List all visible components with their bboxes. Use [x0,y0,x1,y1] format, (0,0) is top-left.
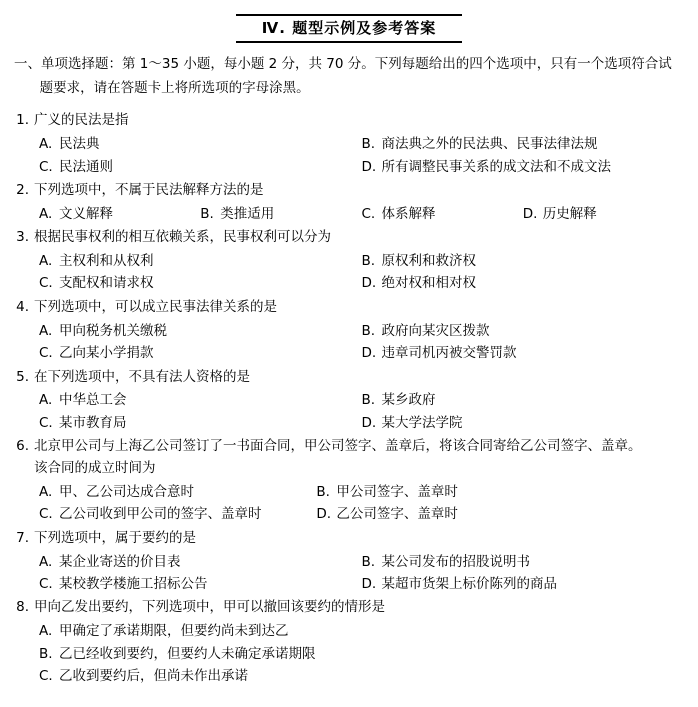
option-row [39,551,684,573]
option-text: 甲确定了承诺期限，但要约尚未到达乙 [59,623,289,640]
option-c[interactable] [362,203,523,225]
option-row [39,133,684,155]
question-number: 3. [16,229,29,246]
question-text: 在下列选项中，不具有法人资格的是 [34,368,250,385]
option-label: B. [361,253,376,270]
option-text: 商法典之外的民法典、民事法律法规 [381,136,598,153]
option-label: C. [39,414,53,431]
question-4 [14,297,684,365]
option-d[interactable] [362,412,685,434]
option-d[interactable] [362,156,685,178]
section-intro-line2: 题要求，请在答题卡上将所选项的字母涂黑。 [39,79,310,96]
option-text: 民法典 [59,136,100,153]
option-text: 乙向某小学捐款 [59,345,154,362]
option-label: B. [361,553,376,570]
option-label: A. [39,253,53,270]
option-row [39,503,684,525]
question-stem [14,367,684,389]
option-label: A. [39,205,53,222]
option-text: 政府向某灾区拨款 [381,322,490,339]
option-c[interactable] [39,342,362,364]
option-d[interactable] [362,342,685,364]
option-c[interactable] [39,412,362,434]
option-label: A. [39,322,53,339]
option-row [39,272,684,294]
option-row [39,643,684,665]
option-c[interactable] [39,272,362,294]
option-row [39,342,684,364]
option-label: D. [361,158,377,175]
option-c[interactable] [39,573,362,595]
question-text: 下列选项中，可以成立民事法律关系的是 [34,298,277,315]
option-a[interactable] [39,203,200,225]
option-a[interactable] [39,389,362,411]
page-title: Ⅳ. 题型示例及参考答案 [236,14,462,43]
option-text: 某乡政府 [381,392,436,409]
question-stem [14,597,684,619]
question-text-line2: 该合同的成立时间为 [34,460,156,477]
option-a[interactable] [39,551,362,573]
question-text: 甲向乙发出要约，下列选项中，甲可以撤回该要约的情形是 [34,599,385,616]
question-2 [14,180,684,225]
option-b[interactable] [362,389,685,411]
option-label: B. [361,322,376,339]
option-label: C. [39,576,53,592]
option-list [39,320,684,365]
question-stem [14,110,684,132]
option-label: B. [39,645,53,662]
option-text: 民法通则 [59,158,113,175]
question-stem [14,227,684,249]
option-c[interactable] [39,156,362,178]
option-text: 某大学法学院 [381,414,463,431]
question-number: 5. [16,368,29,385]
question-8 [14,597,684,687]
option-d[interactable] [316,503,684,525]
option-c[interactable] [39,665,684,687]
option-list [39,203,684,225]
option-list [39,133,684,178]
option-label: D. [361,414,377,431]
option-row [39,665,684,687]
option-row [39,620,684,642]
option-label: C. [39,275,53,292]
option-label: A. [39,392,53,409]
option-d[interactable] [362,573,685,595]
option-label: A. [39,136,53,153]
question-stem [14,436,684,480]
option-text: 类推适用 [220,205,275,222]
option-text: 体系解释 [381,205,436,222]
option-list [39,389,684,434]
option-b[interactable] [200,203,361,225]
option-text: 乙公司签字、盖章时 [336,506,458,523]
option-label: C. [39,668,53,685]
question-text [34,436,684,480]
question-number: 2. [16,181,29,198]
option-text: 某校教学楼施工招标公告 [59,576,208,592]
option-a[interactable] [39,320,362,342]
option-a[interactable] [39,481,316,503]
option-a[interactable] [39,250,362,272]
option-label: C. [361,205,376,222]
option-b[interactable] [362,250,685,272]
option-row [39,320,684,342]
question-7 [14,528,684,596]
option-text: 某市教育局 [59,414,127,431]
option-text: 甲公司签字、盖章时 [336,483,458,500]
option-row [39,481,684,503]
question-number: 6. [16,438,29,455]
question-5 [14,367,684,435]
section-intro [14,53,684,100]
page-title-container [14,14,684,43]
option-label: A. [39,553,53,570]
option-label: B. [361,392,376,409]
option-a[interactable] [39,620,684,642]
option-row [39,156,684,178]
option-text: 所有调整民事关系的成文法和不成文法 [381,158,611,175]
question-stem [14,528,684,550]
option-label: B. [200,205,214,222]
option-label: A. [39,623,53,640]
question-1 [14,110,684,178]
question-number: 8. [16,599,29,616]
option-text: 甲、乙公司达成合意时 [59,483,194,500]
option-label: D. [361,275,377,292]
option-label: D. [522,205,538,222]
option-text: 乙已经收到要约，但要约人未确定承诺期限 [59,645,316,662]
option-d[interactable] [362,272,685,294]
option-text: 某企业寄送的价目表 [59,553,181,570]
option-text: 绝对权和相对权 [381,275,476,292]
option-text: 甲向税务机关缴税 [59,322,167,339]
question-number: 4. [16,298,29,315]
option-text: 乙公司收到甲公司的签字、盖章时 [59,506,262,523]
option-list [39,551,684,596]
option-label: B. [316,483,330,500]
question-text: 广义的民法是指 [34,112,129,129]
option-text: 某公司发布的招股说明书 [381,553,530,570]
option-b[interactable] [362,133,685,155]
option-text: 文义解释 [59,205,113,222]
option-b[interactable] [316,481,684,503]
option-label: D. [316,506,332,523]
option-label: C. [39,158,53,175]
option-text: 原权利和救济权 [381,253,476,270]
question-3 [14,227,684,295]
question-text-line1: 北京甲公司与上海乙公司签订了一书面合同，甲公司签字、盖章后，将该合同寄给乙公司签字、盖章。 [34,438,642,455]
question-number: 7. [16,529,29,546]
question-text: 根据民事权利的相互依赖关系，民事权利可以分为 [34,229,331,246]
option-label: C. [39,345,53,362]
option-label: C. [39,506,53,523]
question-text: 下列选项中，不属于民法解释方法的是 [34,181,264,198]
option-text: 历史解释 [542,205,597,222]
option-row [39,573,684,595]
option-label: B. [361,136,376,153]
question-text: 下列选项中，属于要约的是 [34,529,196,546]
option-list [39,250,684,295]
option-text: 违章司机丙被交警罚款 [381,345,517,362]
option-row [39,203,684,225]
option-list [39,481,684,526]
option-row [39,412,684,434]
option-row [39,250,684,272]
option-a[interactable] [39,133,362,155]
option-c[interactable] [39,503,316,525]
option-text: 某超市货架上标价陈列的商品 [381,576,557,592]
question-number: 1. [16,112,29,129]
question-stem [14,180,684,202]
option-b[interactable] [39,643,684,665]
option-text: 支配权和请求权 [59,275,154,292]
question-6 [14,436,684,526]
option-text: 中华总工会 [59,392,127,409]
option-text: 乙收到要约后，但尚未作出承诺 [59,668,248,685]
question-stem [14,297,684,319]
option-d[interactable] [523,203,684,225]
option-label: D. [361,576,377,592]
option-label: D. [361,345,377,362]
option-label: A. [39,483,53,500]
section-intro-line1: 一、单项选择题：第 1～35 小题，每小题 2 分，共 70 分。下列每题给出的四个选项中，只有一个选项符合试 [14,56,672,72]
option-row [39,389,684,411]
option-list [39,620,684,687]
option-text: 主权利和从权利 [59,253,154,270]
option-b[interactable] [362,320,685,342]
option-b[interactable] [362,551,685,573]
